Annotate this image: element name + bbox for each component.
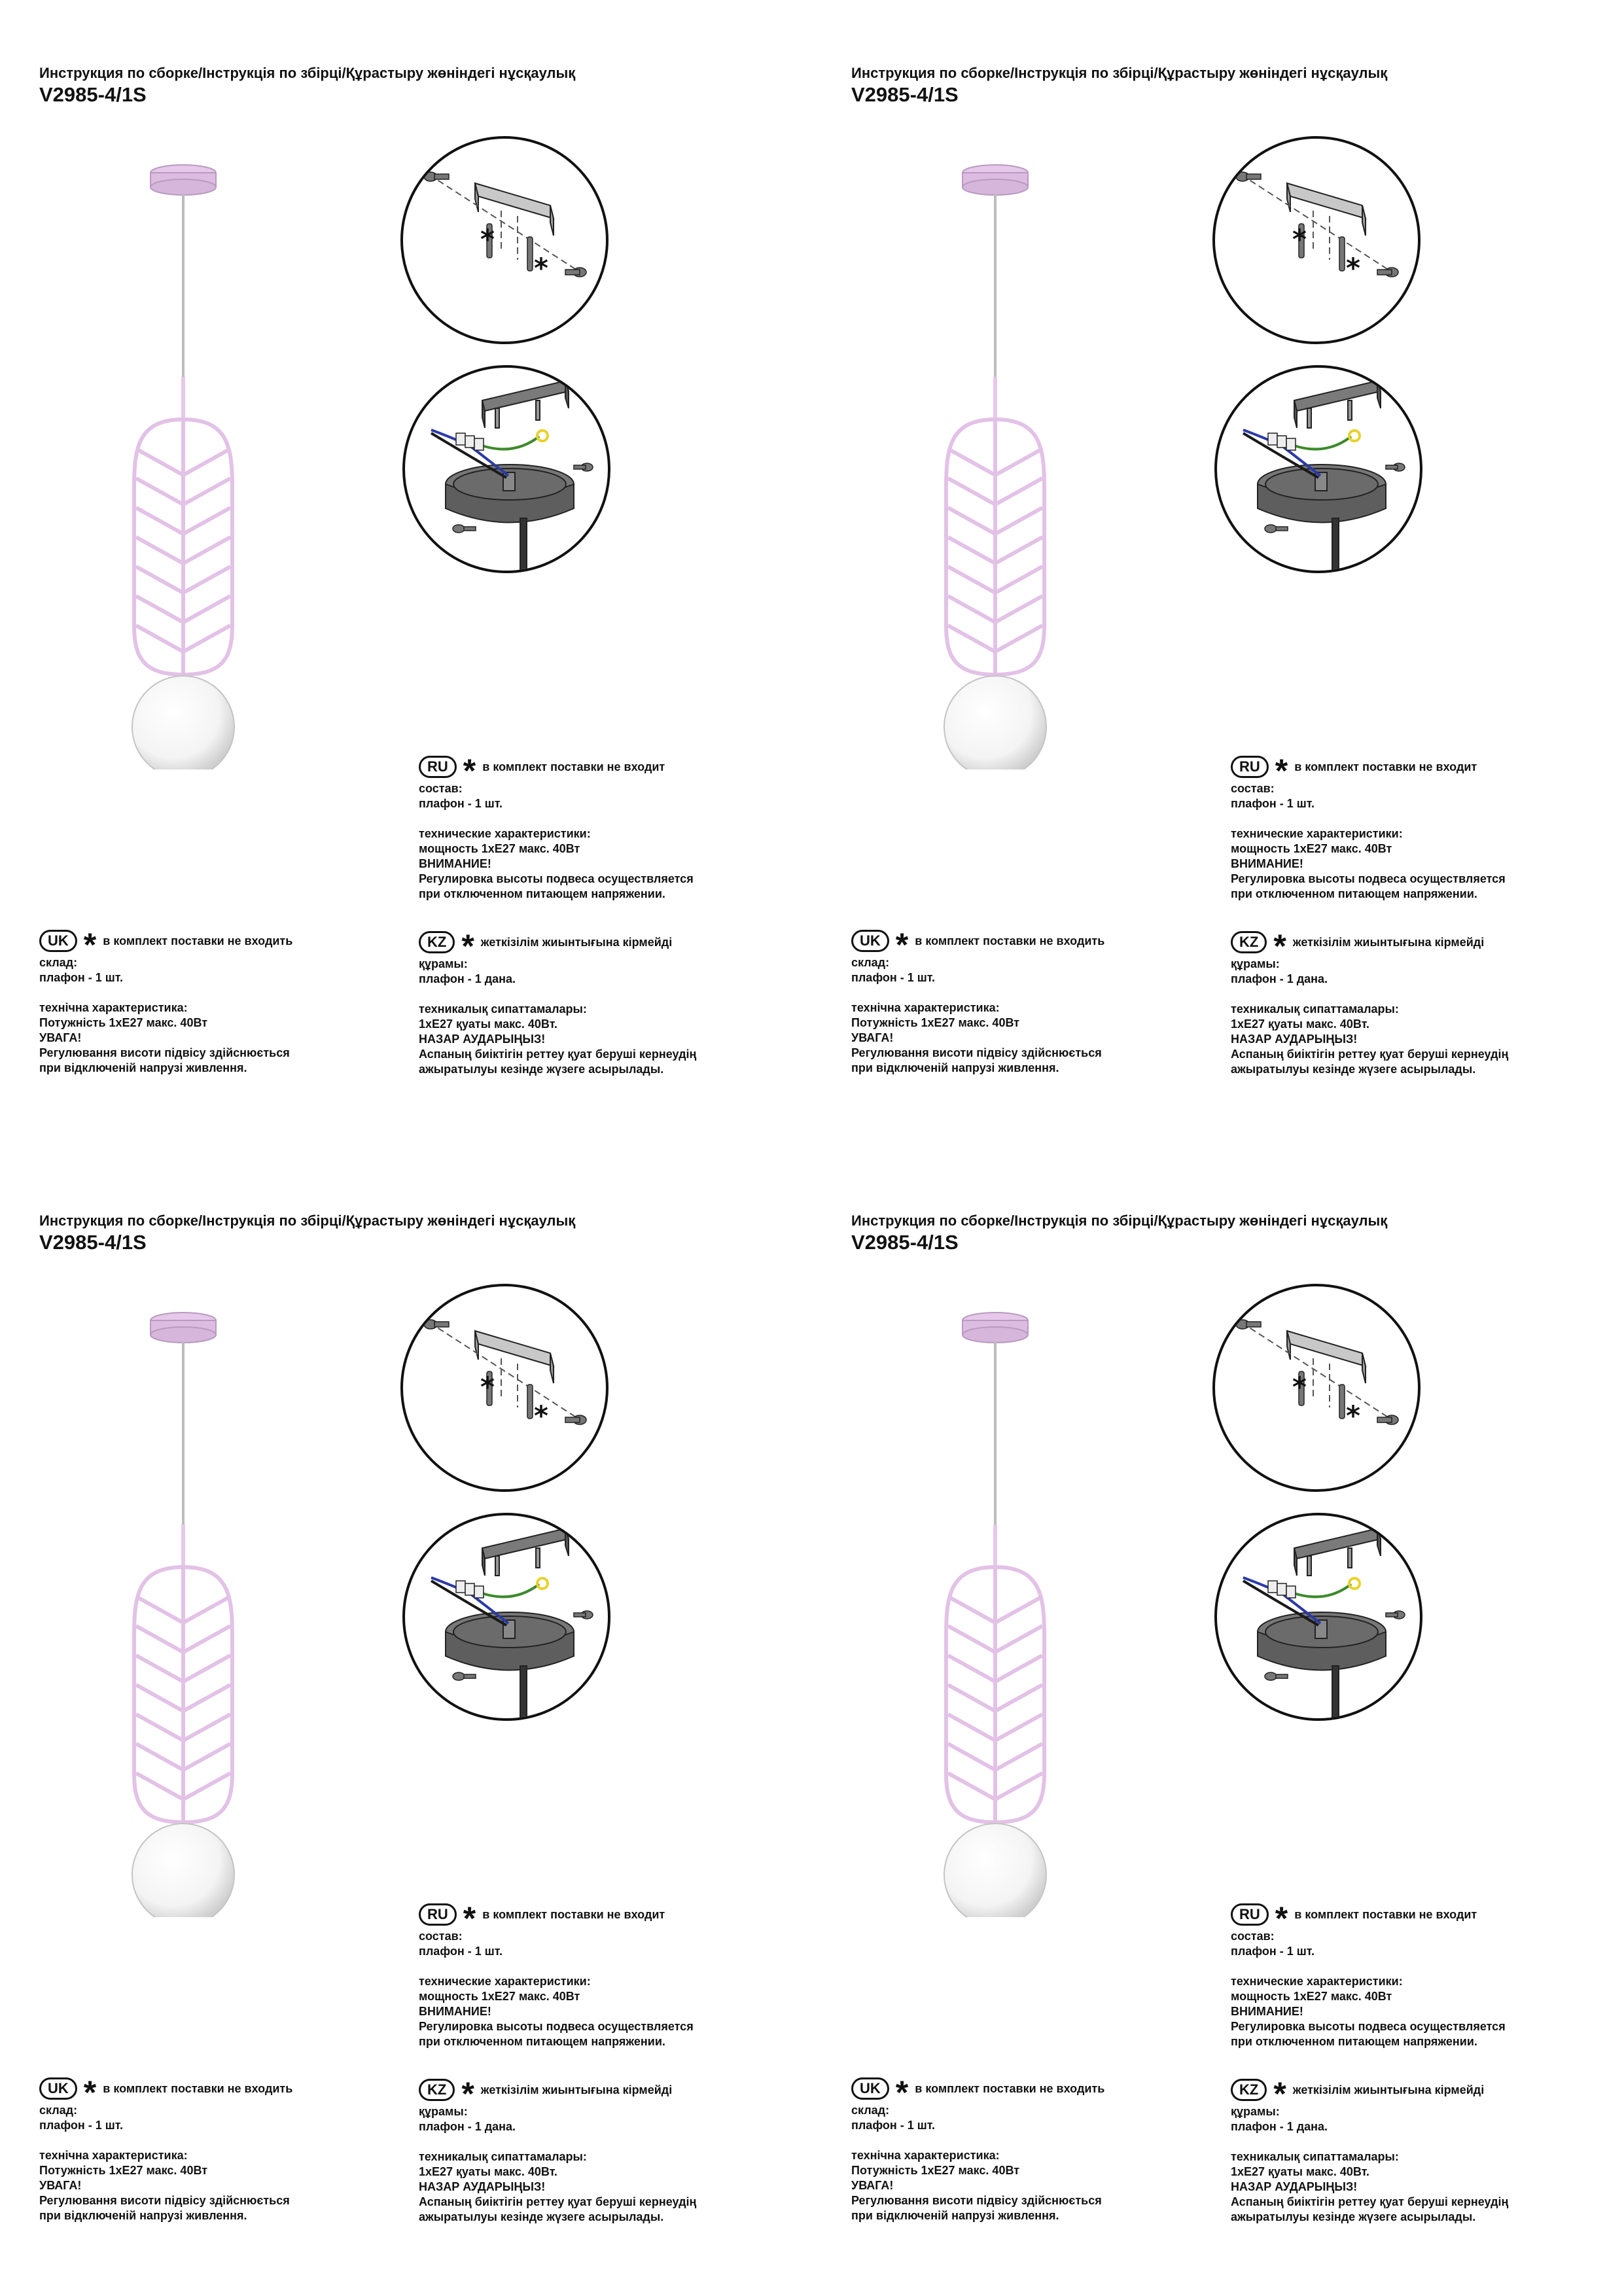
- spec-line: [1231, 987, 1508, 1002]
- uk-language-badge: UK: [39, 2077, 77, 2100]
- spec-line: Потужність 1xE27 макс. 40Вт: [851, 2164, 1020, 2177]
- spec-line: состав:: [1231, 782, 1275, 795]
- ru-language-badge: RU: [1231, 756, 1269, 778]
- kz-language-badge: KZ: [419, 2079, 455, 2101]
- ru-not-included-note: в комплект поставки не входит: [482, 1907, 665, 1921]
- kz-language-badge: KZ: [1231, 2079, 1267, 2101]
- asterisk-icon: *: [1275, 1900, 1288, 1937]
- ru-info-block: [1231, 1901, 1506, 2049]
- spec-line: состав:: [1231, 1930, 1275, 1943]
- uk-language-badge: UK: [851, 2077, 889, 2100]
- kz-specs: [1231, 2104, 1508, 2225]
- spec-line: технічна характеристика:: [851, 2149, 1000, 2162]
- spec-line: НАЗАР АУДАРЫҢЫЗ!: [1231, 1033, 1358, 1046]
- not-included-star: *: [480, 1371, 495, 1403]
- spec-line: УВАГА!: [39, 2179, 82, 2192]
- spec-line: при відключеній напрузі живлення.: [39, 1061, 247, 1074]
- ru-language-badge: RU: [419, 756, 457, 778]
- spec-line: ВНИМАНИЕ!: [419, 2005, 491, 2018]
- bracket-screws-drawing: [1215, 1286, 1418, 1489]
- spec-line: технічна характеристика:: [39, 2149, 188, 2162]
- spec-line: при отключенном питающем напряжении.: [1231, 2035, 1477, 2048]
- ru-specs: [419, 1929, 694, 2049]
- asterisk-icon: *: [1273, 928, 1286, 964]
- spec-line: НАЗАР АУДАРЫҢЫЗ!: [419, 2180, 546, 2193]
- spec-line: құрамы:: [1231, 957, 1280, 970]
- spec-line: Аспаның биіктігін реттеу қуат беруші кернеудің: [419, 2195, 697, 2208]
- kz-specs: [419, 957, 696, 1077]
- spec-line: [851, 2133, 1104, 2148]
- not-included-star: *: [480, 223, 495, 255]
- spec-line: УВАГА!: [39, 1031, 82, 1044]
- bracket-screws-drawing: [403, 1286, 606, 1489]
- instruction-header: [851, 1212, 1387, 1255]
- asterisk-icon: *: [461, 2075, 474, 2112]
- spec-line: мощность 1xE27 макс. 40Вт: [1231, 842, 1392, 855]
- uk-specs: [39, 2103, 292, 2223]
- instruction-header: [851, 64, 1387, 107]
- spec-line: Регулювання висоти підвісу здійснюється: [39, 1046, 290, 1059]
- spec-line: [39, 985, 292, 1000]
- asterisk-icon: *: [1275, 752, 1288, 789]
- spec-line: плафон - 1 шт.: [419, 797, 503, 810]
- spec-line: [39, 2133, 292, 2148]
- spec-line: техникалық сипаттамалары:: [419, 2150, 587, 2163]
- mounting-bracket-detail: [400, 136, 609, 344]
- spec-line: технічна характеристика:: [39, 1001, 188, 1014]
- spec-line: плафон - 1 шт.: [1231, 1945, 1315, 1958]
- spec-line: состав:: [419, 782, 463, 795]
- spec-line: плафон - 1 шт.: [1231, 797, 1315, 810]
- instruction-sheet-bottom-left: [0, 1148, 812, 2295]
- instruction-title: Инструкция по сборке/Інструкція по збірці/Құрастыру жөніндегі нұсқаулық: [851, 65, 1388, 81]
- lamp-drawing: [910, 1289, 1087, 1917]
- spec-line: Аспаның биіктігін реттеу қуат беруші кернеудің: [1231, 1048, 1509, 1061]
- model-number: V2985-4/1S: [851, 83, 959, 106]
- spec-line: құрамы:: [419, 2105, 468, 2118]
- spec-line: состав:: [419, 1930, 463, 1943]
- spec-line: ВНИМАНИЕ!: [1231, 2005, 1303, 2018]
- uk-not-included-note: в комплект поставки не входить: [103, 934, 293, 947]
- lamp-drawing: [98, 141, 275, 769]
- spec-line: Регулировка высоты подвеса осуществляется: [1231, 2020, 1506, 2033]
- ru-language-badge: RU: [419, 1903, 457, 1926]
- spec-line: ажыратылуы кезінде жүзеге асырылады.: [419, 2210, 664, 2223]
- spec-line: плафон - 1 шт.: [419, 1945, 503, 1958]
- kz-not-included-note: жеткізілім жиынтығына кірмейді: [1292, 935, 1485, 949]
- asterisk-icon: *: [83, 2074, 97, 2111]
- pendant-lamp-illustration: [98, 1289, 275, 1917]
- spec-line: [1231, 2134, 1508, 2149]
- wiring-canopy-detail: [402, 365, 610, 573]
- spec-line: [419, 1959, 694, 1974]
- spec-line: УВАГА!: [851, 1031, 894, 1044]
- spec-line: [1231, 811, 1506, 826]
- instruction-header: [39, 1212, 575, 1255]
- uk-specs: [851, 955, 1104, 1076]
- asterisk-icon: *: [83, 927, 97, 963]
- uk-language-badge: UK: [39, 930, 77, 952]
- kz-info-block: [1231, 929, 1508, 1077]
- spec-line: плафон - 1 дана.: [1231, 2120, 1328, 2133]
- spec-line: Потужність 1xE27 макс. 40Вт: [851, 1016, 1020, 1029]
- spec-line: ажыратылуы кезінде жүзеге асырылады.: [419, 1063, 664, 1076]
- spec-line: техникалық сипаттамалары:: [1231, 2150, 1399, 2163]
- spec-line: плафон - 1 дана.: [1231, 972, 1328, 985]
- spec-line: плафон - 1 дана.: [419, 2120, 516, 2133]
- spec-line: 1xE27 қуаты макс. 40Вт.: [419, 1017, 557, 1031]
- mounting-bracket-detail: [1212, 136, 1421, 344]
- spec-line: плафон - 1 шт.: [851, 971, 935, 984]
- spec-line: склад:: [39, 956, 78, 969]
- spec-line: Потужність 1xE27 макс. 40Вт: [39, 2164, 208, 2177]
- spec-line: плафон - 1 шт.: [39, 971, 123, 984]
- mounting-bracket-detail: [400, 1284, 609, 1492]
- lamp-drawing: [910, 141, 1087, 769]
- spec-line: Аспаның биіктігін реттеу қуат беруші кернеудің: [1231, 2195, 1509, 2208]
- spec-line: УВАГА!: [851, 2179, 894, 2192]
- spec-line: технічна характеристика:: [851, 1001, 1000, 1014]
- instruction-sheet-top-right: [812, 0, 1624, 1148]
- spec-line: құрамы:: [419, 957, 468, 970]
- ru-info-block: [419, 754, 694, 902]
- ru-specs: [1231, 1929, 1506, 2049]
- kz-specs: [1231, 957, 1508, 1077]
- spec-line: Регулировка высоты подвеса осуществляется: [419, 2020, 694, 2033]
- spec-line: плафон - 1 шт.: [39, 2119, 123, 2132]
- instruction-sheet-bottom-right: [812, 1148, 1624, 2295]
- bracket-screws-drawing: [403, 139, 606, 342]
- spec-line: [1231, 1959, 1506, 1974]
- spec-line: технические характеристики:: [1231, 827, 1403, 840]
- kz-info-block: [419, 929, 696, 1077]
- model-number: V2985-4/1S: [39, 83, 147, 106]
- ru-not-included-note: в комплект поставки не входит: [1294, 760, 1477, 773]
- not-included-star: *: [534, 252, 548, 284]
- spec-line: Регулювання висоти підвісу здійснюється: [851, 2194, 1102, 2207]
- pendant-lamp-illustration: [910, 1289, 1087, 1917]
- spec-line: мощность 1xE27 макс. 40Вт: [1231, 1990, 1392, 2003]
- uk-info-block: [851, 2075, 1104, 2223]
- ru-specs: [1231, 781, 1506, 902]
- ru-info-block: [1231, 754, 1506, 902]
- not-included-star: *: [1292, 223, 1307, 255]
- spec-line: [851, 985, 1104, 1000]
- not-included-star: *: [1346, 1400, 1360, 1432]
- uk-info-block: [39, 928, 292, 1076]
- wiring-canopy-detail: [1214, 365, 1422, 573]
- spec-line: НАЗАР АУДАРЫҢЫЗ!: [419, 1033, 546, 1046]
- spec-line: при отключенном питающем напряжении.: [419, 887, 665, 900]
- wiring-canopy-drawing: [1217, 368, 1420, 571]
- uk-specs: [39, 955, 292, 1076]
- spec-line: ВНИМАНИЕ!: [1231, 857, 1303, 870]
- spec-line: 1xE27 қуаты макс. 40Вт.: [1231, 1017, 1369, 1031]
- asterisk-icon: *: [1273, 2075, 1286, 2112]
- uk-info-block: [39, 2075, 292, 2223]
- spec-line: мощность 1xE27 макс. 40Вт: [419, 1990, 580, 2003]
- uk-not-included-note: в комплект поставки не входить: [915, 934, 1105, 947]
- ru-language-badge: RU: [1231, 1903, 1269, 1926]
- spec-line: мощность 1xE27 макс. 40Вт: [419, 842, 580, 855]
- spec-line: склад:: [851, 956, 890, 969]
- kz-specs: [419, 2104, 696, 2225]
- instruction-title: Инструкция по сборке/Інструкція по збірці/Құрастыру жөніндегі нұсқаулық: [851, 1212, 1388, 1229]
- not-included-star: *: [534, 1400, 548, 1432]
- ru-specs: [419, 781, 694, 902]
- ru-not-included-note: в комплект поставки не входит: [482, 760, 665, 773]
- spec-line: технические характеристики:: [419, 827, 591, 840]
- wiring-canopy-detail: [402, 1513, 610, 1721]
- instruction-title: Инструкция по сборке/Інструкція по збірці/Құрастыру жөніндегі нұсқаулық: [39, 1212, 576, 1229]
- spec-line: [419, 987, 696, 1002]
- spec-line: ВНИМАНИЕ!: [419, 857, 491, 870]
- instruction-sheet-top-left: [0, 0, 812, 1148]
- instruction-title: Инструкция по сборке/Інструкція по збірці/Құрастыру жөніндегі нұсқаулық: [39, 65, 576, 81]
- kz-info-block: [1231, 2077, 1508, 2225]
- spec-line: техникалық сипаттамалары:: [419, 1002, 587, 1016]
- spec-line: 1xE27 қуаты макс. 40Вт.: [419, 2165, 557, 2178]
- spec-line: ажыратылуы кезінде жүзеге асырылады.: [1231, 1063, 1476, 1076]
- spec-line: технические характеристики:: [1231, 1975, 1403, 1988]
- spec-line: при отключенном питающем напряжении.: [419, 2035, 665, 2048]
- asterisk-icon: *: [895, 927, 909, 963]
- spec-line: при відключеній напрузі живлення.: [851, 1061, 1059, 1074]
- spec-line: плафон - 1 дана.: [419, 972, 516, 985]
- spec-line: при відключеній напрузі живлення.: [851, 2209, 1059, 2222]
- uk-info-block: [851, 928, 1104, 1076]
- not-included-star: *: [1346, 252, 1360, 284]
- spec-line: Регулировка высоты подвеса осуществляется: [419, 872, 694, 885]
- ru-info-block: [419, 1901, 694, 2049]
- spec-line: Регулировка высоты подвеса осуществляется: [1231, 872, 1506, 885]
- ru-not-included-note: в комплект поставки не входит: [1294, 1907, 1477, 1921]
- spec-line: техникалық сипаттамалары:: [1231, 1002, 1399, 1016]
- asterisk-icon: *: [461, 928, 474, 964]
- spec-line: [419, 811, 694, 826]
- spec-line: при відключеній напрузі живлення.: [39, 2209, 247, 2222]
- wiring-canopy-drawing: [1217, 1515, 1420, 1718]
- instruction-header: [39, 64, 575, 107]
- kz-not-included-note: жеткізілім жиынтығына кірмейді: [480, 935, 673, 949]
- spec-line: ажыратылуы кезінде жүзеге асырылады.: [1231, 2210, 1476, 2223]
- kz-info-block: [419, 2077, 696, 2225]
- asterisk-icon: *: [895, 2074, 909, 2111]
- kz-not-included-note: жеткізілім жиынтығына кірмейді: [1292, 2083, 1485, 2096]
- spec-line: технические характеристики:: [419, 1975, 591, 1988]
- wiring-canopy-drawing: [405, 1515, 608, 1718]
- mounting-bracket-detail: [1212, 1284, 1421, 1492]
- wiring-canopy-drawing: [405, 368, 608, 571]
- uk-not-included-note: в комплект поставки не входить: [915, 2081, 1105, 2095]
- spec-line: плафон - 1 шт.: [851, 2119, 935, 2132]
- spec-line: [419, 2134, 696, 2149]
- spec-line: 1xE27 қуаты макс. 40Вт.: [1231, 2165, 1369, 2178]
- pendant-lamp-illustration: [910, 141, 1087, 769]
- model-number: V2985-4/1S: [851, 1231, 959, 1254]
- spec-line: НАЗАР АУДАРЫҢЫЗ!: [1231, 2180, 1358, 2193]
- spec-line: склад:: [851, 2104, 890, 2117]
- asterisk-icon: *: [463, 1900, 476, 1937]
- uk-not-included-note: в комплект поставки не входить: [103, 2081, 293, 2095]
- model-number: V2985-4/1S: [39, 1231, 147, 1254]
- asterisk-icon: *: [463, 752, 476, 789]
- lamp-drawing: [98, 1289, 275, 1917]
- uk-specs: [851, 2103, 1104, 2223]
- kz-not-included-note: жеткізілім жиынтығына кірмейді: [480, 2083, 673, 2096]
- bracket-screws-drawing: [1215, 139, 1418, 342]
- wiring-canopy-detail: [1214, 1513, 1422, 1721]
- spec-line: Потужність 1xE27 макс. 40Вт: [39, 1016, 208, 1029]
- spec-line: құрамы:: [1231, 2105, 1280, 2118]
- spec-line: Аспаның биіктігін реттеу қуат беруші кернеудің: [419, 1048, 697, 1061]
- spec-line: склад:: [39, 2104, 78, 2117]
- not-included-star: *: [1292, 1371, 1307, 1403]
- spec-line: Регулювання висоти підвісу здійснюється: [39, 2194, 290, 2207]
- uk-language-badge: UK: [851, 930, 889, 952]
- spec-line: при отключенном питающем напряжении.: [1231, 887, 1477, 900]
- kz-language-badge: KZ: [419, 931, 455, 953]
- kz-language-badge: KZ: [1231, 931, 1267, 953]
- spec-line: Регулювання висоти підвісу здійснюється: [851, 1046, 1102, 1059]
- pendant-lamp-illustration: [98, 141, 275, 769]
